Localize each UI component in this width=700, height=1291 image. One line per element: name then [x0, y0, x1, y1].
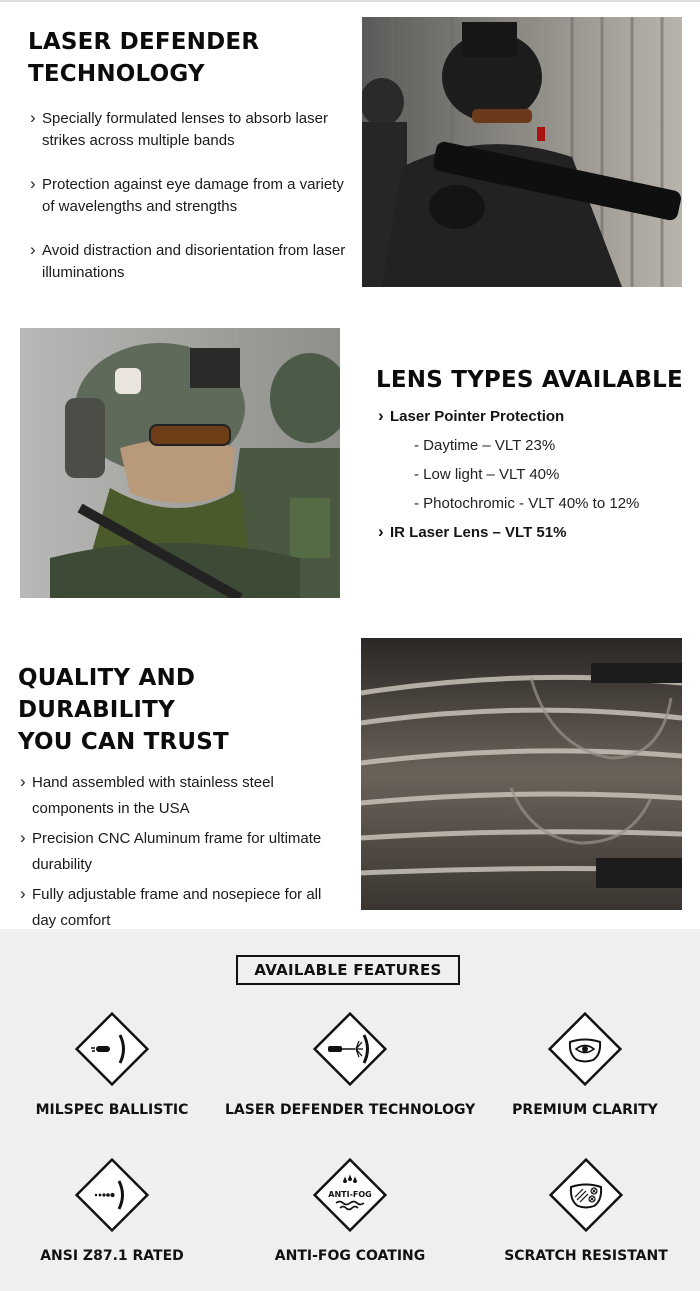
- feature-label: MILSPEC BALLISTIC: [35, 1102, 189, 1118]
- laser-defender-section: [28, 26, 348, 284]
- soldier-aiming-rifle-photo: [362, 17, 682, 287]
- list-item: › Hand assembled with stainless steel components in the USA: [18, 770, 348, 822]
- lens-types-title: LENS TYPES AVAILABLE: [376, 367, 683, 393]
- laser-icon: [312, 1011, 388, 1087]
- laser-defender-bullets: [28, 108, 348, 284]
- title-line-2: TECHNOLOGY: [28, 61, 205, 87]
- ansi-impact-icon: [74, 1157, 150, 1233]
- quality-durability-title: [18, 662, 348, 758]
- title-line-1: LASER DEFENDER: [28, 29, 260, 55]
- soldier-with-helmet-photo: [20, 328, 340, 598]
- laser-defender-title: [28, 26, 348, 90]
- anti-fog-icon: [312, 1157, 388, 1233]
- feature-scratch-resistant: [461, 1157, 700, 1265]
- feature-milspec-ballistic: [0, 1011, 237, 1119]
- available-features-title: AVAILABLE FEATURES: [236, 955, 460, 985]
- list-item: › Precision CNC Aluminum frame for ultimate durability: [18, 826, 348, 878]
- feature-label: ANSI Z87.1 RATED: [40, 1248, 184, 1264]
- top-divider: [0, 0, 700, 2]
- scratch-icon: [548, 1157, 624, 1233]
- feature-label: PREMIUM CLARITY: [512, 1102, 658, 1118]
- feature-anti-fog: [225, 1157, 475, 1265]
- lens-types-list: [376, 406, 686, 544]
- ballistic-icon: [74, 1011, 150, 1087]
- title-line-1: QUALITY AND DURABILITY: [18, 665, 196, 723]
- stainless-frames-manufacturing-photo: [361, 638, 682, 910]
- feature-ansi-rated: [0, 1157, 237, 1265]
- title-line-2: YOU CAN TRUST: [18, 729, 229, 755]
- list-item: - Daytime – VLT 23%: [414, 437, 556, 454]
- list-item: › Protection against eye damage from a variety of wavelengths and strengths: [28, 174, 348, 218]
- lens-types-section: [376, 364, 686, 544]
- available-features-panel: [0, 929, 700, 1291]
- laser-pointer-protection-heading: › Laser Pointer Protection: [376, 406, 686, 428]
- list-item: › Specially formulated lenses to absorb laser strikes across multiple bands: [28, 108, 348, 152]
- feature-label: LASER DEFENDER TECHNOLOGY: [225, 1102, 476, 1118]
- list-item: - Low light – VLT 40%: [414, 466, 560, 483]
- quality-durability-bullets: [18, 770, 348, 934]
- feature-laser-defender: [225, 1011, 475, 1119]
- feature-label: SCRATCH RESISTANT: [504, 1248, 668, 1264]
- quality-durability-section: [18, 662, 348, 934]
- feature-label: ANTI-FOG COATING: [274, 1248, 426, 1264]
- list-item: › Fully adjustable frame and nosepiece for all day comfort: [18, 882, 348, 934]
- ir-laser-lens-heading: › IR Laser Lens – VLT 51%: [376, 522, 686, 544]
- list-item: - Photochromic - VLT 40% to 12%: [414, 495, 640, 512]
- eye-clarity-icon: [547, 1011, 623, 1087]
- anti-fog-icon-text: ANTI-FOG: [328, 1190, 372, 1199]
- feature-premium-clarity: [460, 1011, 700, 1119]
- list-item: › Avoid distraction and disorientation from laser illuminations: [28, 240, 348, 284]
